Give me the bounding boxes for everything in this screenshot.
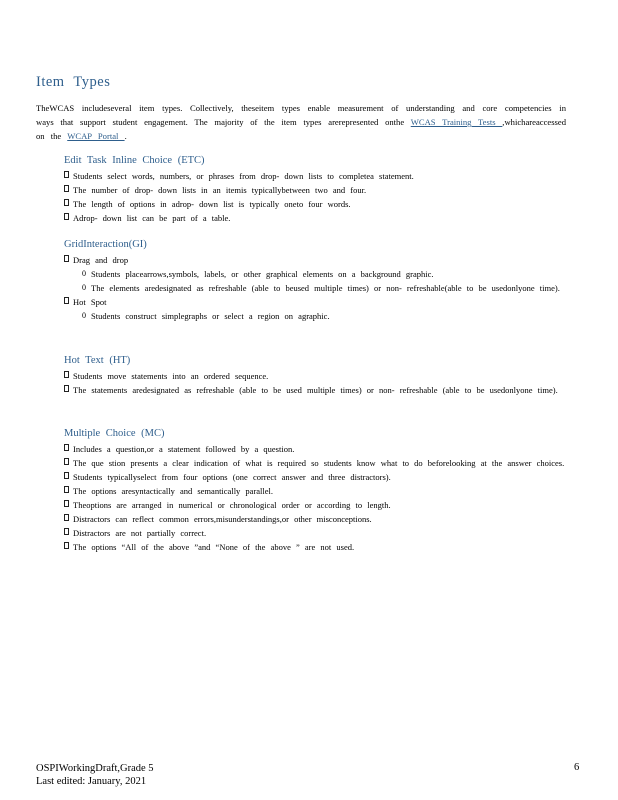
list-item: Distractors are not partially correct. [64,527,570,539]
list-item: Distractors can reflect common errors,misunderstandings,or other misconceptions. [64,513,570,525]
section-title-etc: Edit Task Inline Choice (ETC) [64,155,205,166]
list-item: The options “All of the above ”and “None of the above ” are not used. [64,541,570,553]
bullet-box-icon [64,185,69,192]
bullet-box-icon [64,472,69,479]
list-item: Includes a question,or a statement followed by a question. [64,443,570,455]
bullet-box-icon [64,255,69,262]
bullet-box-icon [64,171,69,178]
sub-list-item: 0 Students placearrows,symbols, labels, or other graphical elements on a background graphic. [82,269,434,279]
bullet-box-icon [64,385,69,392]
bullet-box-icon [64,486,69,493]
page-heading: Item Types [36,74,111,90]
section-title-mc: Multiple Choice (MC) [64,428,165,439]
sub-bullet-marker: 0 [82,283,86,292]
list-item: The statements aredesignated as refreshable (able to be used multiple times) or non- refreshable (able to be usedonlyone time). [64,384,570,396]
list-item: Theoptions are arranged in numerical or chronological order or according to length. [64,499,570,511]
list-item: The que stion presents a clear indication of what is required so students know what to do beforelooking at the answer choices. [64,457,570,469]
list-item: The number of drop- down lists in an itemis typicallybetween two and four. [64,184,570,196]
bullet-box-icon [64,528,69,535]
bullet-box-icon [64,297,69,304]
footer-last-edited: Last edited: January, 2021 [36,776,147,787]
list-item: Adrop- down list can be part of a table. [64,212,570,224]
bullet-box-icon [64,458,69,465]
list-item-drag-drop: Drag and drop [64,254,570,266]
bullet-box-icon [64,500,69,507]
intro-end-text: . [124,131,127,141]
bullet-box-icon [64,444,69,451]
section-title-ht: Hot Text (HT) [64,355,131,366]
section-ht [64,354,570,398]
section-gi [64,238,570,324]
intro-mid-text: ,whichareaccessed on the [36,117,566,141]
wcap-portal-link[interactable]: WCAP Portal [67,131,125,141]
training-tests-link[interactable]: WCAS Training Tests [410,117,503,127]
bullet-box-icon [64,542,69,549]
bullet-box-icon [64,371,69,378]
intro-paragraph [36,101,566,143]
sub-bullet-marker: 0 [82,311,86,320]
sub-list-item: 0 Students construct simplegraphs or select a region on agraphic. [82,311,330,321]
section-title-gi: GridInteraction(GI) [64,239,147,250]
list-item-hot-spot: Hot Spot [64,296,570,308]
list-item: Students select words, numbers, or phrases from drop- down lists to completea statement. [64,170,570,182]
bullet-box-icon [64,199,69,206]
sub-bullet-marker: 0 [82,269,86,278]
footer-info [36,762,154,788]
list-item: Students move statements into an ordered sequence. [64,370,570,382]
section-mc [64,427,570,555]
list-item: The length of options in adrop- down list is typically oneto four words. [64,198,570,210]
bullet-box-icon [64,213,69,220]
list-item: The options aresyntactically and semantically parallel. [64,485,570,497]
bullet-box-icon [64,514,69,521]
section-etc [64,154,570,226]
page-number: 6 [574,762,580,773]
list-item: Students typicallyselect from four options (one correct answer and three distractors). [64,471,570,483]
footer-draft-label: OSPIWorkingDraft,Grade 5 [36,763,154,774]
sub-list-item: 0 The elements aredesignated as refreshable (able to beused multiple times) or non- refreshable(able to be usedonlyone time). [82,283,560,293]
intro-text: TheWCAS includeseveral item types. Collectively, theseitem types enable measurement of understanding and core competencies in ways that support student engagement. The majority of the item types arerepresented onthe [36,103,566,127]
